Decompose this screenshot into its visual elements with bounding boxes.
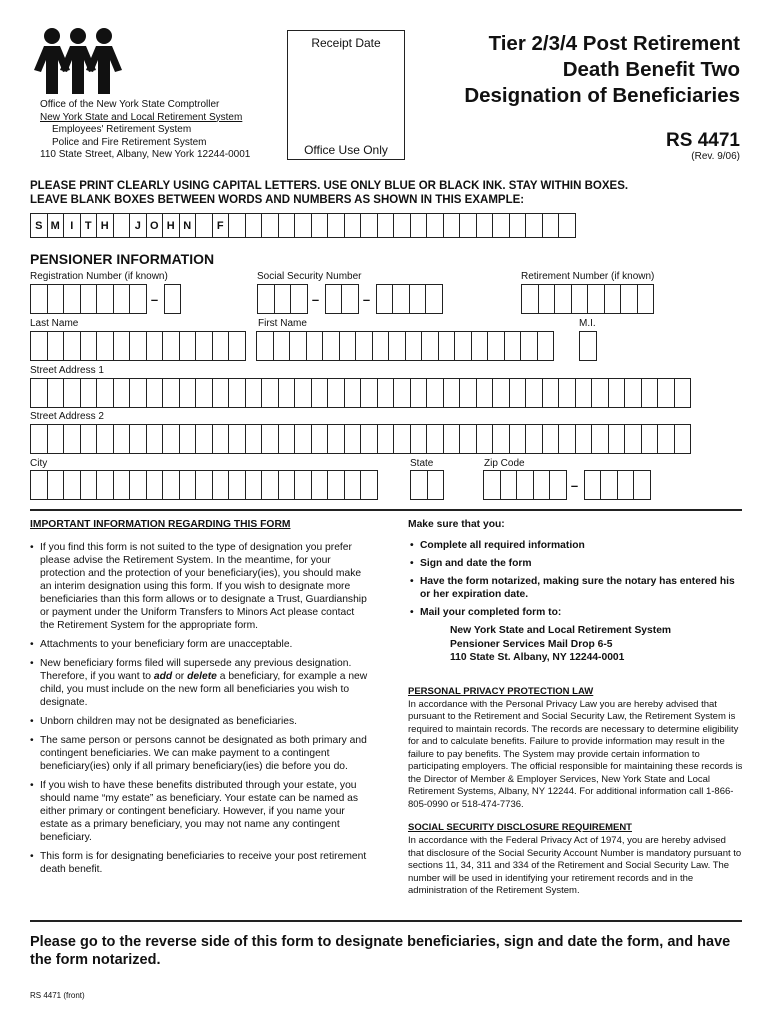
- example-box: I: [63, 213, 81, 238]
- section-title: PENSIONER INFORMATION: [30, 251, 215, 267]
- character-box[interactable]: [63, 424, 81, 454]
- character-box[interactable]: [47, 284, 65, 314]
- info-item: • This form is for designating beneficiaries to receive your post retirement death benefit.: [30, 850, 370, 876]
- character-box[interactable]: [179, 470, 197, 500]
- info-item: • The same person or persons cannot be designated as both primary and contingent beneficiaries. We can make payment to a contingent beneficiary(ies) only if all primary beneficiary(ies) die before you do.: [30, 734, 370, 773]
- character-box[interactable]: [311, 378, 329, 408]
- example-box: [476, 213, 494, 238]
- character-box[interactable]: [63, 331, 81, 361]
- example-box: [261, 213, 279, 238]
- character-box[interactable]: [591, 378, 609, 408]
- important-heading: IMPORTANT INFORMATION REGARDING THIS FORM: [30, 519, 291, 530]
- example-box: O: [146, 213, 164, 238]
- character-box[interactable]: [516, 470, 534, 500]
- example-box: J: [129, 213, 147, 238]
- form-number: RS 4471: [666, 130, 740, 151]
- character-box[interactable]: [311, 424, 329, 454]
- character-box[interactable]: [261, 470, 279, 500]
- example-box: [525, 213, 543, 238]
- character-box[interactable]: [339, 331, 357, 361]
- character-box[interactable]: [504, 331, 522, 361]
- character-box[interactable]: [637, 284, 655, 314]
- example-box: H: [162, 213, 180, 238]
- ssn-input[interactable]: [257, 284, 442, 314]
- character-box[interactable]: [459, 378, 477, 408]
- title-line: Tier 2/3/4 Post Retirement: [488, 32, 740, 55]
- checklist-item: • Complete all required information: [408, 539, 743, 552]
- example-box: [377, 213, 395, 238]
- character-box[interactable]: [228, 331, 246, 361]
- checklist-and-notices: [408, 518, 743, 908]
- character-box[interactable]: [549, 470, 567, 500]
- character-box[interactable]: [96, 331, 114, 361]
- mi-input[interactable]: [579, 331, 596, 361]
- character-box[interactable]: [30, 378, 48, 408]
- character-box[interactable]: [274, 284, 292, 314]
- divider: [30, 509, 742, 511]
- character-box[interactable]: [492, 424, 510, 454]
- character-box[interactable]: [80, 378, 98, 408]
- character-box[interactable]: [245, 470, 263, 500]
- street-address-1-input[interactable]: [30, 378, 690, 408]
- character-box[interactable]: [278, 424, 296, 454]
- character-box[interactable]: [571, 284, 589, 314]
- city-input[interactable]: [30, 470, 377, 500]
- office-line: 110 State Street, Albany, New York 12244-0001: [40, 149, 251, 160]
- address-line: Pensioner Services Mail Drop 6-5: [450, 638, 613, 650]
- receipt-date-label: Receipt Date: [311, 36, 381, 50]
- example-box: [360, 213, 378, 238]
- address-line: New York State and Local Retirement System: [450, 625, 672, 636]
- form-title: [410, 31, 740, 109]
- character-box[interactable]: [500, 470, 518, 500]
- checklist-item: • Have the form notarized, making sure the notary has entered his or her expiration date.: [408, 575, 743, 601]
- character-box[interactable]: [427, 470, 445, 500]
- character-box[interactable]: [179, 378, 197, 408]
- character-box[interactable]: [63, 284, 81, 314]
- retirement-label: Retirement Number (if known): [521, 271, 655, 282]
- character-box[interactable]: [620, 284, 638, 314]
- character-box[interactable]: [195, 378, 213, 408]
- receipt-date-box: [287, 30, 405, 160]
- character-box[interactable]: [212, 378, 230, 408]
- nysl-retirement-logo: [30, 28, 126, 94]
- instruction-line: LEAVE BLANK BOXES BETWEEN WORDS AND NUMBERS AS SHOWN IN THIS EXAMPLE:: [30, 194, 525, 206]
- character-box[interactable]: [355, 331, 373, 361]
- character-box[interactable]: [410, 424, 428, 454]
- character-box[interactable]: [113, 424, 131, 454]
- character-box[interactable]: [409, 284, 427, 314]
- character-box[interactable]: [96, 424, 114, 454]
- example-box: M: [47, 213, 65, 238]
- character-box[interactable]: [554, 284, 572, 314]
- character-box[interactable]: [520, 331, 538, 361]
- character-box[interactable]: [608, 378, 626, 408]
- info-item: • Unborn children may not be designated as beneficiaries.: [30, 715, 370, 728]
- character-box[interactable]: [146, 378, 164, 408]
- state-input[interactable]: [410, 470, 443, 500]
- mi-label: M.I.: [579, 318, 596, 329]
- character-box[interactable]: [360, 424, 378, 454]
- state-label: State: [410, 458, 434, 469]
- first-name-input[interactable]: [256, 331, 553, 361]
- character-box[interactable]: [608, 424, 626, 454]
- privacy-heading: PERSONAL PRIVACY PROTECTION LAW: [408, 685, 594, 697]
- character-box[interactable]: [377, 378, 395, 408]
- checklist-item: • Mail your completed form to:: [408, 606, 743, 619]
- character-box[interactable]: [129, 424, 147, 454]
- character-box[interactable]: [388, 331, 406, 361]
- character-box[interactable]: [633, 470, 651, 500]
- character-box[interactable]: [443, 424, 461, 454]
- character-box[interactable]: [179, 424, 197, 454]
- character-box[interactable]: [426, 424, 444, 454]
- character-box[interactable]: [657, 424, 675, 454]
- reverse-side-note: Please go to the reverse side of this form to designate beneficiaries, sign and date the form, and have the form notarized.: [30, 934, 731, 968]
- character-box[interactable]: [421, 331, 439, 361]
- character-box[interactable]: [129, 378, 147, 408]
- character-box[interactable]: [47, 470, 65, 500]
- instructions: [30, 179, 628, 207]
- mailing-address: [408, 624, 743, 665]
- character-box[interactable]: [624, 424, 642, 454]
- character-box[interactable]: [63, 378, 81, 408]
- character-box[interactable]: [228, 470, 246, 500]
- character-box[interactable]: [80, 331, 98, 361]
- example-box: [558, 213, 576, 238]
- character-box[interactable]: [471, 331, 489, 361]
- character-box[interactable]: [344, 470, 362, 500]
- character-box[interactable]: [674, 378, 692, 408]
- character-box[interactable]: [604, 284, 622, 314]
- character-box[interactable]: [575, 424, 593, 454]
- character-box[interactable]: [393, 424, 411, 454]
- example-box: [195, 213, 213, 238]
- title-line: Designation of Beneficiaries: [464, 84, 740, 107]
- example-box: [410, 213, 428, 238]
- character-box[interactable]: [344, 378, 362, 408]
- character-box[interactable]: [212, 470, 230, 500]
- character-box[interactable]: [392, 284, 410, 314]
- address-line: 110 State St. Albany, NY 12244-0001: [450, 652, 625, 663]
- last-name-label: Last Name: [30, 318, 79, 329]
- last-name-input[interactable]: [30, 331, 245, 361]
- character-box[interactable]: [405, 331, 423, 361]
- info-item: • If you wish to have these benefits distributed through your estate, you should name “my estate” as beneficiary. Your estate can be named as either primary or contingent beneficiary. However, if you name your estate as a primary beneficiary, you may not name any contingent beneficiary.: [30, 779, 370, 844]
- character-box[interactable]: [47, 424, 65, 454]
- separator-dash: –: [311, 291, 320, 307]
- character-box[interactable]: [294, 470, 312, 500]
- checklist-item: • Sign and date the form: [408, 557, 743, 570]
- example-box: [311, 213, 329, 238]
- character-box[interactable]: [162, 378, 180, 408]
- character-box[interactable]: [228, 378, 246, 408]
- character-box[interactable]: [525, 424, 543, 454]
- title-line: Death Benefit Two: [562, 58, 740, 81]
- character-box[interactable]: [311, 470, 329, 500]
- character-box[interactable]: [525, 378, 543, 408]
- example-box: [228, 213, 246, 238]
- character-box[interactable]: [575, 378, 593, 408]
- character-box[interactable]: [113, 378, 131, 408]
- example-box: [393, 213, 411, 238]
- separator-dash: –: [570, 477, 579, 493]
- example-box: [245, 213, 263, 238]
- ss-heading: SOCIAL SECURITY DISCLOSURE REQUIREMENT: [408, 822, 632, 833]
- character-box[interactable]: [96, 378, 114, 408]
- revision: (Rev. 9/06): [691, 151, 740, 162]
- character-box[interactable]: [509, 424, 527, 454]
- character-box[interactable]: [426, 378, 444, 408]
- office-line: Employees' Retirement System: [52, 124, 192, 135]
- zip-code-input[interactable]: [483, 470, 650, 500]
- character-box[interactable]: [113, 331, 131, 361]
- character-box[interactable]: [443, 378, 461, 408]
- example-box: [327, 213, 345, 238]
- character-box[interactable]: [212, 331, 230, 361]
- character-box[interactable]: [325, 284, 343, 314]
- character-box[interactable]: [584, 470, 602, 500]
- example-box: T: [80, 213, 98, 238]
- character-box[interactable]: [146, 331, 164, 361]
- character-box[interactable]: [146, 424, 164, 454]
- instruction-line: PLEASE PRINT CLEARLY USING CAPITAL LETTERS. USE ONLY BLUE OR BLACK INK. STAY WITHIN BOXES.: [30, 180, 629, 192]
- privacy-text: In accordance with the Personal Privacy Law you are hereby advised that pursuant to the Retirement and Social Security Law, the Retirement System is required to maintain records. The records are necessary to determine eligibility for and to calculate benefits. Failure to provide information may result in the failure to pay benefits. The System may provide certain information to participating employers. The official responsible for maintaining these records is the Director of Member & Employer Services, New York State and Local Retirement Systems, Albany, NY 12244. For additional information call 1-866-805-0990 or 518-474-7736.: [408, 698, 743, 810]
- example-box: [443, 213, 461, 238]
- separator-dash: –: [362, 291, 371, 307]
- street1-label: Street Address 1: [30, 365, 104, 376]
- character-box[interactable]: [47, 331, 65, 361]
- character-box[interactable]: [542, 378, 560, 408]
- character-box[interactable]: [179, 331, 197, 361]
- character-box[interactable]: [341, 284, 359, 314]
- character-box[interactable]: [372, 331, 390, 361]
- character-box[interactable]: [273, 331, 291, 361]
- character-box[interactable]: [278, 470, 296, 500]
- character-box[interactable]: [113, 284, 131, 314]
- character-box[interactable]: [674, 424, 692, 454]
- office-line: Police and Fire Retirement System: [52, 136, 207, 148]
- zip-label: Zip Code: [484, 458, 525, 469]
- character-box[interactable]: [641, 378, 659, 408]
- example-box: [492, 213, 510, 238]
- street2-label: Street Address 2: [30, 411, 104, 422]
- character-box[interactable]: [195, 331, 213, 361]
- character-box[interactable]: [212, 424, 230, 454]
- retirement-number-input[interactable]: [521, 284, 653, 314]
- character-box[interactable]: [487, 331, 505, 361]
- example-box: [278, 213, 296, 238]
- character-box[interactable]: [537, 331, 555, 361]
- example-box: [509, 213, 527, 238]
- character-box[interactable]: [410, 378, 428, 408]
- character-box[interactable]: [410, 470, 428, 500]
- character-box[interactable]: [459, 424, 477, 454]
- character-box[interactable]: [360, 470, 378, 500]
- character-box[interactable]: [476, 424, 494, 454]
- character-box[interactable]: [96, 470, 114, 500]
- example-box: [113, 213, 131, 238]
- character-box[interactable]: [245, 378, 263, 408]
- separator-dash: –: [150, 291, 159, 307]
- character-box[interactable]: [344, 424, 362, 454]
- character-box[interactable]: [617, 470, 635, 500]
- example-box: N: [179, 213, 197, 238]
- character-box[interactable]: [454, 331, 472, 361]
- character-box[interactable]: [162, 331, 180, 361]
- form-id-footer: RS 4471 (front): [30, 991, 85, 1000]
- character-box[interactable]: [30, 424, 48, 454]
- office-line: Office of the New York State Comptroller: [40, 99, 220, 110]
- character-box[interactable]: [579, 331, 597, 361]
- character-box[interactable]: [542, 424, 560, 454]
- character-box[interactable]: [327, 378, 345, 408]
- character-box[interactable]: [600, 470, 618, 500]
- character-box[interactable]: [294, 378, 312, 408]
- character-box[interactable]: [476, 378, 494, 408]
- office-use-label: Office Use Only: [304, 143, 388, 157]
- character-box[interactable]: [257, 284, 275, 314]
- character-box[interactable]: [164, 284, 182, 314]
- example-boxes: [30, 213, 575, 238]
- character-box[interactable]: [641, 424, 659, 454]
- ssn-label: Social Security Number: [257, 271, 362, 282]
- character-box[interactable]: [425, 284, 443, 314]
- street-address-2-input[interactable]: [30, 424, 690, 454]
- character-box[interactable]: [492, 378, 510, 408]
- character-box[interactable]: [80, 470, 98, 500]
- example-box: F: [212, 213, 230, 238]
- registration-number-input[interactable]: [30, 284, 180, 314]
- character-box[interactable]: [360, 378, 378, 408]
- example-box: [459, 213, 477, 238]
- character-box[interactable]: [327, 470, 345, 500]
- character-box[interactable]: [129, 284, 147, 314]
- info-item: • If you find this form is not suited to the type of designation you prefer please advise the Retirement System. In the meantime, for your protection and the protection of your beneficiary(ies), you should make an interim designation using this form. If you wish to designate more beneficiaries than this form allows or to designate a Trust, Guardianship or payment under the Uniform Transfers to Minors Act please contact the Retirement System for the appropriate form.: [30, 541, 370, 632]
- character-box[interactable]: [256, 331, 274, 361]
- first-name-label: First Name: [258, 318, 307, 329]
- character-box[interactable]: [195, 470, 213, 500]
- character-box[interactable]: [393, 378, 411, 408]
- character-box[interactable]: [290, 284, 308, 314]
- character-box[interactable]: [377, 424, 395, 454]
- privacy-notice: [408, 685, 743, 898]
- character-box[interactable]: [376, 284, 394, 314]
- character-box[interactable]: [245, 424, 263, 454]
- example-box: [344, 213, 362, 238]
- character-box[interactable]: [63, 470, 81, 500]
- character-box[interactable]: [80, 284, 98, 314]
- character-box[interactable]: [327, 424, 345, 454]
- character-box[interactable]: [521, 284, 539, 314]
- checklist-heading: Make sure that you:: [408, 519, 505, 530]
- example-box: [542, 213, 560, 238]
- character-box[interactable]: [228, 424, 246, 454]
- character-box[interactable]: [47, 378, 65, 408]
- character-box[interactable]: [438, 331, 456, 361]
- character-box[interactable]: [322, 331, 340, 361]
- character-box[interactable]: [306, 331, 324, 361]
- character-box[interactable]: [533, 470, 551, 500]
- character-box[interactable]: [624, 378, 642, 408]
- example-box: H: [96, 213, 114, 238]
- character-box[interactable]: [96, 284, 114, 314]
- character-box[interactable]: [483, 470, 501, 500]
- character-box[interactable]: [195, 424, 213, 454]
- city-label: City: [30, 458, 48, 469]
- example-box: [294, 213, 312, 238]
- character-box[interactable]: [30, 284, 48, 314]
- info-item: • New beneficiary forms filed will supersede any previous designation. Therefore, if you want to add or delete a beneficiary, for example a new child, you must include on the new form all beneficiaries you wish to designate.: [30, 657, 370, 709]
- office-line: New York State and Local Retirement System: [40, 111, 243, 123]
- example-box: S: [30, 213, 48, 238]
- example-box: [426, 213, 444, 238]
- character-box[interactable]: [146, 470, 164, 500]
- character-box[interactable]: [129, 331, 147, 361]
- character-box[interactable]: [289, 331, 307, 361]
- character-box[interactable]: [113, 470, 131, 500]
- character-box[interactable]: [294, 424, 312, 454]
- character-box[interactable]: [162, 424, 180, 454]
- character-box[interactable]: [261, 378, 279, 408]
- character-box[interactable]: [558, 424, 576, 454]
- character-box[interactable]: [30, 331, 48, 361]
- character-box[interactable]: [587, 284, 605, 314]
- character-box[interactable]: [129, 470, 147, 500]
- registration-label: Registration Number (if known): [30, 271, 168, 282]
- office-address: [40, 99, 250, 162]
- info-item: • Attachments to your beneficiary form are unacceptable.: [30, 638, 370, 651]
- character-box[interactable]: [30, 470, 48, 500]
- character-box[interactable]: [657, 378, 675, 408]
- character-box[interactable]: [558, 378, 576, 408]
- character-box[interactable]: [261, 424, 279, 454]
- character-box[interactable]: [538, 284, 556, 314]
- character-box[interactable]: [162, 470, 180, 500]
- important-information: [30, 518, 370, 882]
- character-box[interactable]: [509, 378, 527, 408]
- character-box[interactable]: [278, 378, 296, 408]
- character-box[interactable]: [80, 424, 98, 454]
- divider: [30, 920, 742, 922]
- character-box[interactable]: [591, 424, 609, 454]
- ss-text: In accordance with the Federal Privacy Act of 1974, you are hereby advised that disclosure of the Social Security Account Number is mandatory pursuant to sections 11, 34, 311 and 334 of the Retirement and Social Security Law. The number will be used in identifying your retirement records and in the administration of the Retirement System.: [408, 835, 742, 896]
